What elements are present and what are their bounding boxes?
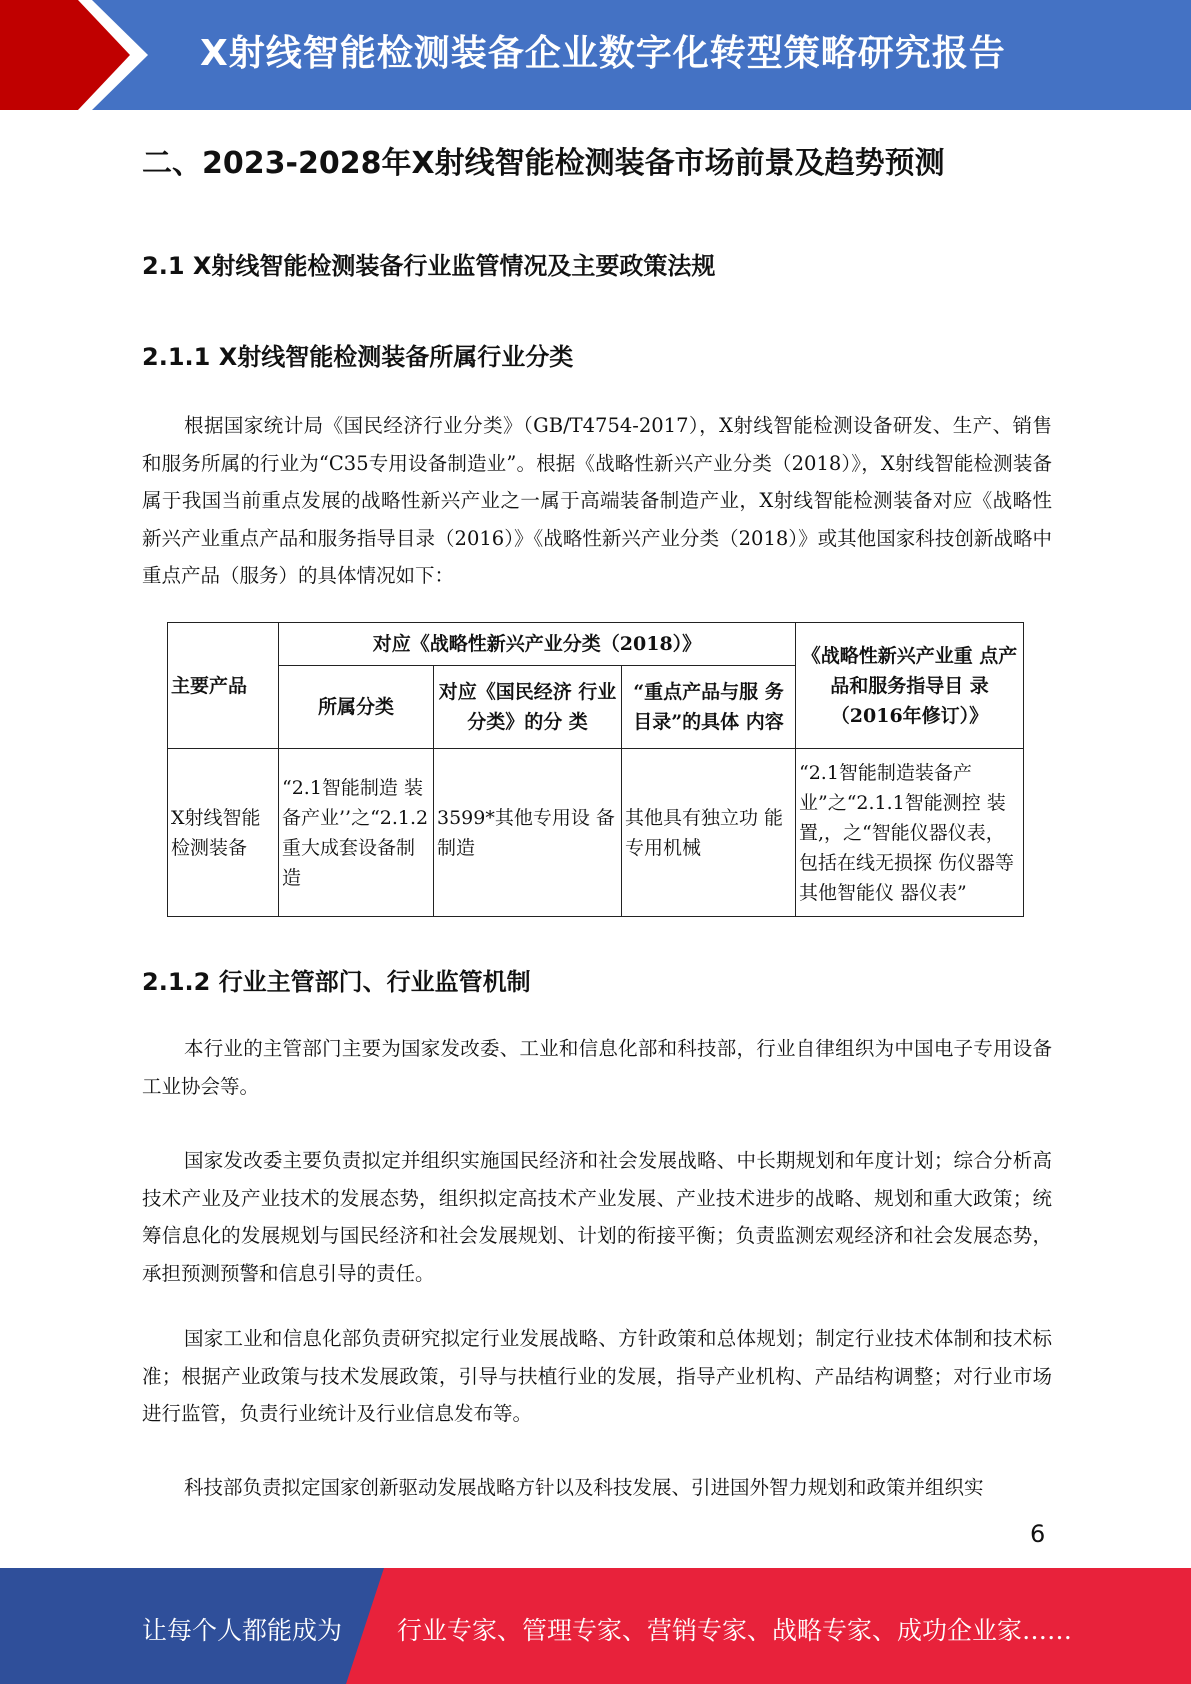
paragraph-classification: 根据国家统计局《国民经济行业分类》（GB/T4754-2017），X射线智能检测设备研发、生产、销售和服务所属的行业为“C35专用设备制造业”。根据《战略性新兴产业分类（2018）》，X射线智能检测装备属于我国当前重点发展的战略性新兴产业之一属于高端装备制造产业，X射线智能检测装备对应《战略性新兴产业重点产品和服务指导目录（2016）》《战略性新兴产业分类（2018）》或其他国家科技创新战略中重点产品（服务）的具体情况如下： bbox=[142, 414, 1052, 587]
cell-product: X射线智能检测装备 bbox=[168, 749, 279, 917]
header-catalog-2016: 《战略性新兴产业重 点产品和服务指导目 录（2016年修订）》 bbox=[796, 623, 1024, 749]
paragraph-ndrc: 国家发改委主要负责拟定并组织实施国民经济和社会发展战略、中长期规划和年度计划；综合分析高技术产业及产业技术的发展态势，组织拟定高技术产业发展、产业技术进步的战略、规划和重大政策；统筹信息化的发展规划与国民经济和社会发展规划、计划的衔接平衡；负责监测宏观经济和社会发展态势，承担预测预警和信息引导的责任。 bbox=[142, 1149, 1052, 1285]
subsection-heading-classification: 2.1.1 X射线智能检测装备所属行业分类 bbox=[142, 343, 574, 371]
paragraph-most: 科技部负责拟定国家创新驱动发展战略方针以及科技发展、引进国外智力规划和政策并组织实 bbox=[184, 1476, 984, 1499]
header-group-classification: 对应《战略性新兴产业分类（2018）》 bbox=[279, 623, 796, 666]
header-red-chevron bbox=[0, 0, 150, 110]
footer-slogan-right: 行业专家、管理专家、营销专家、战略专家、成功企业家…… bbox=[397, 1616, 1073, 1645]
header-key-product-content: “重点产品与服 务目录”的具体 内容 bbox=[622, 666, 796, 749]
chapter-heading: 二、2023-2028年X射线智能检测装备市场前景及趋势预测 bbox=[142, 146, 945, 181]
paragraph-miit: 国家工业和信息化部负责研究拟定行业发展战略、方针政策和总体规划；制定行业技术体制和技术标准；根据产业政策与技术发展政策，引导与扶植行业的发展，指导产业机构、产品结构调整；对行业市场进行监管，负责行业统计及行业信息发布等。 bbox=[142, 1327, 1052, 1425]
report-title: X射线智能检测装备企业数字化转型策略研究报告 bbox=[200, 33, 1006, 74]
footer-slogan-left: 让每个人都能成为 bbox=[142, 1616, 343, 1645]
cell-catalog: “2.1智能制造装备产 业”之“2.1.1智能测控 装置,，之“智能仪器仪表，包括在线无损探 伤仪器等其他智能仪 器仪表” bbox=[796, 749, 1024, 917]
cell-industry: 3599*其他专用设 备制造 bbox=[434, 749, 622, 917]
header-category: 所属分类 bbox=[279, 666, 434, 749]
cell-content: 其他具有独立功 能专用机械 bbox=[622, 749, 796, 917]
header-industry-classification: 对应《国民经济 行业分类》的分 类 bbox=[434, 666, 622, 749]
page-number: 6 bbox=[1030, 1520, 1046, 1548]
header-main-product: 主要产品 bbox=[168, 623, 279, 749]
subsection-heading-regulation: 2.1.2 行业主管部门、行业监管机制 bbox=[142, 968, 531, 996]
cell-category: “2.1智能制造 装备产业’’之“2.1.2重大成套设备制造 bbox=[279, 749, 434, 917]
paragraph-regulators: 本行业的主管部门主要为国家发改委、工业和信息化部和科技部，行业自律组织为中国电子专用设备工业协会等。 bbox=[142, 1037, 1052, 1098]
classification-table bbox=[167, 622, 1024, 917]
section-heading: 2.1 X射线智能检测装备行业监管情况及主要政策法规 bbox=[142, 252, 716, 280]
